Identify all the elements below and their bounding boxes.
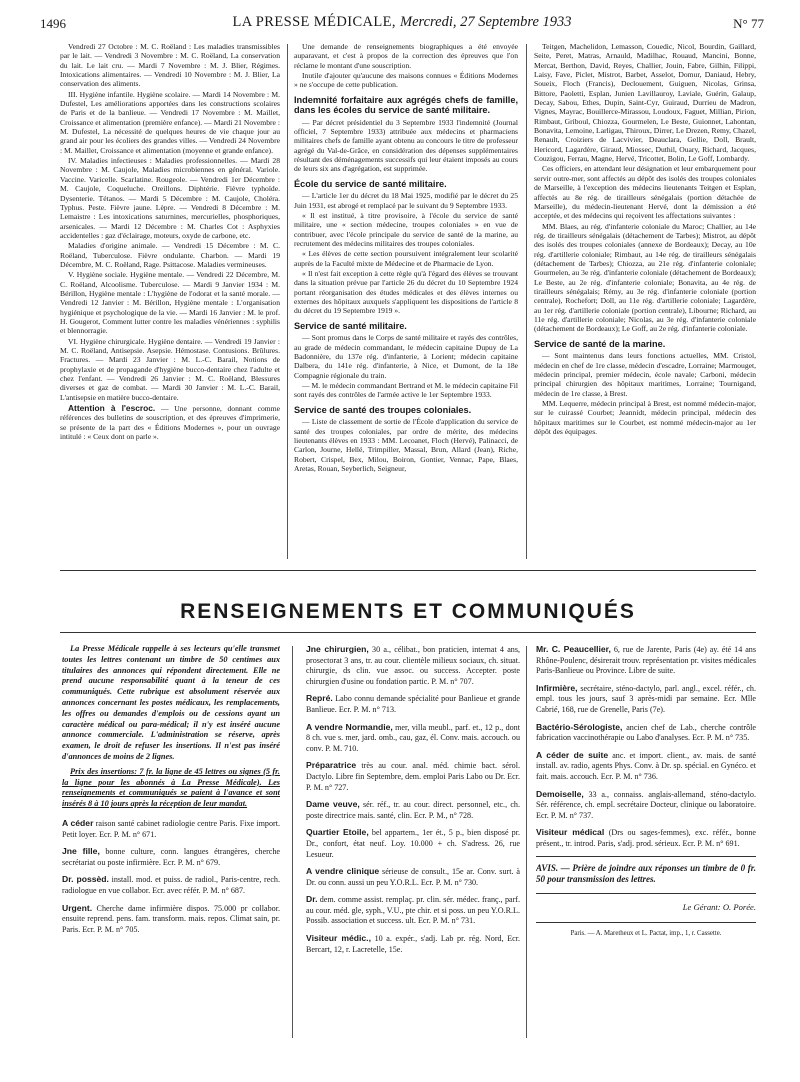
notice-title: Attention à l'escroc.	[68, 403, 156, 414]
price-text: Prix des insertions: 7 fr. la ligne de 45 lettres ou signes (5 fr. la ligne pour les abonnés à La Presse Médicale). Les renseignements et communiqués se paient à l'avance et sont insérés 8 à 10 jours après la réception de leur mandat.	[62, 766, 280, 809]
ads-list	[536, 644, 756, 850]
classified-ad	[62, 874, 280, 896]
classified-ad	[306, 933, 520, 955]
ad-text: Labo connu demande spécialité pour Banlieue et grande Banlieue. Ecr. P. M. n° 713.	[306, 694, 520, 714]
column-divider	[526, 44, 527, 559]
ads-column-3	[536, 644, 756, 1044]
news-column-2	[294, 42, 518, 562]
issue-number: N° 77	[733, 16, 764, 31]
ad-text: secrétaire, sténo-dactylo, parl. angl., excel. référ., ch. empl. tous les jours, sauf 3 après-midi par semaine. Ecr. Mlle Cabrié, 168, rue de Grenelle, Paris (7e).	[536, 683, 756, 714]
ad-title: Préparatrice	[306, 760, 357, 771]
paragraph: V. Hygiène sociale. Hygiène mentale. — Vendredi 22 Décembre, M. C. Roëland, Alcoolisme. Tuberculose. — Mardi 9 Janvier 1934 : M. Bérillon, Hygiène mentale : L'hygiène de l'odorat et la santé morale. — Vendredi 12 Janvier : M. Bérillon, Hygiène mentale : L'organisation hygiénique et psychologique de la vie. — Mardi 16 Janvier : M. le prof. H. Gougerot, Comment lutter contre les maladies vénériennes : syphilis et blennorragie.	[60, 270, 280, 336]
news-column-3	[534, 42, 756, 562]
paragraph: — M. le médecin commandant Bertrand et M. le médecin capitaine Fil sont rayés des contrôles de l'armée active le 1er Septembre 1933.	[294, 380, 518, 400]
intro-text: La Presse Médicale rappelle à ses lecteurs qu'elle transmet toutes les lettres contenant un timbre de 50 centimes aux titulaires des annonces qui répondent directement. Elle ne prend aucune responsabilité quant à la teneur de ces communiqués. Cette rubrique est absolument réservée aux annonces concernant les postes médicaux, les remplacements, les offres ou demandes d'emplois ou de cessions ayant un caractère médical ou para-médical; il n'y est inséré aucune annonce commerciale. L'administration se réserve, après examen, le droit de refuser les insertions. Il n'est pas inséré d'annonces de moins de 2 lignes.	[62, 644, 280, 761]
avis-notice	[536, 856, 756, 885]
ad-title: Dr.	[306, 894, 318, 905]
ad-title: Demoiselle,	[536, 788, 584, 799]
paragraph: MM. Blaes, au rég. d'infanterie coloniale du Maroc; Challier, au 14e rég. de tirailleurs sénégalais (détachement de Tarbes); Mistrot, au dépôt des isolés des troupes coloniales (annexe de Bordeaux); Decay, au 10e rég. d'artillerie coloniale; Rimbaut, au 14e rég. de tirailleurs sénégalais (détachement de Tarbes); Chiozza, au 21e rég. d'infanterie coloniale; Gourmelen, au 3e rég. d'infanterie coloniale (détachement de Bordeaux); Le Beste, au 2e rég. d'infanterie coloniale; Bonavita, au 4e rég. de tirailleurs sénégalais; Rémy, au 3e rég. d'infanterie coloniale (portion centrale), Rochefort; Doll, au 11e rég. d'artillerie coloniale; Lagardère, au 1er rég. d'artillerie coloniale (portion centrale), Libourne; Richard, au 11e rég. d'artillerie coloniale; Nicolas, au 3e rég. d'infanterie coloniale (détachement de Bordeaux); Le Goff, au 2e rég. d'infanterie coloniale.	[534, 221, 756, 334]
ad-title: Mr. C. Peaucellier,	[536, 644, 611, 654]
ad-text: 33 a., connaiss. anglais-allemand, sténo-dactylo. Sér. référence, ch. empl. secrétaire Docteur, clinique ou laboratoire. Ecr. P. M. n° 737.	[536, 789, 756, 820]
journal-title: LA PRESSE MÉDICALE,	[232, 14, 396, 30]
paragraph: MM. Lequerre, médecin principal à Brest, est nommé médecin-major, sur le cuirassé Courbet; Jeannidt, médecin principal, médecin des hôpitaux maritimes sur le Courbet, est nommé médecin-major au 1er dépôt des équipages.	[534, 398, 756, 436]
ad-title: Jne chirurgien,	[306, 644, 369, 654]
classified-ad	[306, 799, 520, 821]
section-banner: RENSEIGNEMENTS ET COMMUNIQUÉS	[180, 600, 636, 623]
ad-text: anc. et import. client., av. mais. de santé install. av. radio, agents Phys. Conv. à Dr. sp. spécial. en Gynéco. et fait. mais. accouch. Ecr. P. M. n° 736.	[536, 750, 756, 781]
ads-column-2	[306, 644, 520, 1044]
ad-title: Dr. possèd.	[62, 874, 109, 885]
ad-title: Visiteur médical	[536, 827, 605, 838]
ad-text: 6, rue de Jarente, Paris (4e) ay. été 14 ans Rhône-Poulenc, désirerait trouv. représentation pr. visites médicales Paris-Banlieue ou Province. Libre de suite.	[536, 645, 756, 676]
paragraph: Teitgen, Machelidon, Lemasson, Couedic, Nicol, Bourdin, Gaillard, Seite, Peret, Matras, Arnauld, Madilhac, Rouaud, Mancini, Bonne, Mercat, Berthon, David, Reyes, Challier, Jouin, Fabre, Gilhin, Filippi, Laisy, Fave, Piclet, Mistrot, Barbet, Asselot, Domur, Daniaud, Hebry, Soueix, Floch (Francis), Declouement, Guiguen, Nicolas, Grinsa, Bittore, Paoletti, Esplan, Junien Lavillauroy, Laviale, Guérin, Galaup, Decay, Sabou, Ethes, Dupin, Saint-Cyr, Guiraud, Durrieu de Madron, Vignes, Mayrac, Bouillerce-Mirassou, Loudoux, Faguet, Millian, Pirion, Rimbaut, Griboul, Chiozza, Gourmelen, Le Beste, Guionnet, Lahontan, Bonavita, Lemoine, Larligau, Thiroux, Dirrer, Le Drezen, Remy, Chazel, Renault, Croiziers de Lacvivier, Deauclara, Gellie, Doll, Brault, Hericord, Lagardère, Giraud, Miossec, Duthil, Ouary, Richard, Jacques, Couzigou, Ferrau, Magne, Hervé, Tricottet, Bolin, Le Goff, Lombardy.	[534, 42, 756, 164]
paragraph: — L'article 1er du décret du 18 Mai 1925, modifié par le décret du 25 Juin 1931, est abrogé et remplacé par le suivant du 9 Septembre 1933.	[294, 191, 518, 210]
classified-ad	[62, 903, 280, 936]
page-header	[40, 14, 764, 36]
paragraph: — Sont promus dans le Corps de santé militaire et rayés des contrôles, au grade de médecin commandant, le médecin capitaine Dupuy de La Badonnière, du 137e rég. d'infanterie, à Lorient; médecin capitaine Dalbera, du 141e rég. d'infanterie, à Nice, et Dumont, de la 18e Compagnie régionale du train.	[294, 333, 518, 380]
classified-ad	[536, 827, 756, 849]
ad-text: (Drs ou sages-femmes), exc. référ., bonne présent., tr. introd. Paris, s'adj. prod. sérieux. Ecr. P. M. n° 691.	[536, 828, 756, 848]
news-column-1	[60, 42, 280, 562]
ad-title: Jne fille,	[62, 846, 100, 857]
section-heading: Service de santé des troupes coloniales.	[294, 404, 472, 415]
paragraph: Vendredi 27 Octobre : M. C. Roëland : Les maladies transmissibles par le lait. — Vendredi 3 Novembre : M. C. Roëland, La conservation du lait. Le lait cru. — Mardi 7 Novembre : M. J. Blier, Régimes. Intoxications alimentaires. — Vendredi 10 Novembre : M. J. Blier, La conservation des aliments.	[60, 42, 280, 89]
ad-title: Urgent.	[62, 902, 93, 913]
classified-ad	[62, 818, 280, 840]
classified-ad	[306, 644, 520, 687]
ad-text: 10 a. expér., s'adj. Lab pr. rég. Nord, Ecr. Bercart, 12, r. Lacretelle, 15e.	[306, 934, 520, 954]
paragraph: Ces officiers, en attendant leur désignation et leur embarquement pour servir outre-mer, sont affectés au dépôt des isolés des troupes coloniales de Marseille, à l'exception des médecins lieutenants Teitgen et Esplan, affectés au 8e rég. de tirailleurs sénégalais (portion détachée de Marseille), du médecin-lieutenant Hervé, dont la démission a été acceptée, et des médecins qui reçoivent les affectations suivantes :	[534, 164, 756, 221]
ads-list	[62, 818, 280, 935]
masthead	[40, 14, 764, 31]
section-rule	[60, 632, 756, 633]
ad-text: install. mod. et puiss. de radiol., Paris-centre, rech. radiologue en vue collabor. Ecr. avec référ. P. M. n° 687.	[62, 875, 280, 895]
ad-text: ancien chef de Lab., cherche contrôle fabrication vaccinothérapie ou Labo d'analyses. Ecr. P. M. n° 735.	[536, 722, 756, 743]
ad-text: sérieuse de consult., 15e ar. Conv. surt. à Dr. ou conn. aussi un peu Y.O.R.L. Ecr. P. M. n° 730.	[306, 867, 520, 887]
printer-line: Paris. — A. Maretheux et L. Pactat, imp., 1, r. Cassette.	[536, 922, 756, 940]
ad-text: 30 a., célibat., bon praticien, internat 4 ans, prosectorat 3 ans, tr. au cour. clientèle milieux sociaux, ch. situat. chirurgie, ds clin. vue assoc. ou success. Accepter. poste chirurgien d'usine ou fondation partic. P. M. n° 707.	[306, 645, 520, 686]
page-number: 1496	[40, 16, 66, 31]
paragraph: — Par décret présidentiel du 3 Septembre 1933 l'indemnité (Journal officiel, 7 Septembre 1933) attribuée aux médecins et pharmaciens militaires chefs de famille ayant obtenu au concours le titre de professeur agrégé du Val-de-Grâce, en considération des dépenses supplémentaires résultant des déménagements successifs qui leur étaient imposés au cours de leurs six ans d'agrégation, est supprimée.	[294, 117, 518, 174]
section-heading: Service de santé de la marine.	[534, 338, 666, 349]
paragraph: « Les élèves de cette section poursuivent intégralement leur scolarité auprès de la Faculté mixte de Médecine et de Pharmacie de Lyon.	[294, 249, 518, 268]
ads-list	[306, 644, 520, 955]
ad-title: Bactério-Sérologiste,	[536, 721, 623, 732]
manager-signature: Le Gérant: O. Porée.	[536, 893, 756, 913]
ad-title: Infirmière,	[536, 682, 578, 693]
ad-title: A céder de suite	[536, 749, 609, 760]
paragraph: IV. Maladies infectieuses : Maladies professionnelles. — Mardi 28 Novembre : M. Caujole, Maladies microbiennes en général. Variole. Vaccine. Varicelle. Scarlatine. Rougeole. — Vendredi 1er Décembre : M. Caujole, Coqueluche. Oreillons. Diphtérie. Fièvre typhoïde. Dysenterie. Tétanos. — Mardi 5 Décembre : M. Caujole, Choléra. Typhus. Peste. Fièvre jaune. Lèpre. — Vendredi 8 Décembre : M. Lemaistre : Les intoxications saturnines, mercurielles, phosphoriques, arsenicales. — Mardi 12 Décembre : M. Charles Cot : Asphyxies accidentelles : gaz d'éclairage, moteurs, oxyde de carbone, etc.	[60, 156, 280, 240]
classified-ad	[536, 789, 756, 822]
ad-title: Dame veuve,	[306, 799, 360, 810]
column-divider	[526, 646, 527, 1038]
section-heading: Indemnité forfaitaire aux agrégés chefs de famille, dans les écoles du service de santé militaire.	[294, 94, 518, 116]
ad-text: Cherche dame infirmière dispos. 75.000 pr collabor. ensuite reprend. pens. fam. transform. mais. repos. Climat sain, pr. Paris. Ecr. P. M. n° 705.	[62, 903, 280, 934]
ad-title: A vendre clinique	[306, 866, 380, 877]
paragraph: Inutile d'ajouter qu'aucune des maisons connues « Éditions Modernes » ne s'occupe de cette publication.	[294, 71, 518, 90]
classified-ad	[536, 722, 756, 744]
classified-ad	[306, 693, 520, 715]
ads-column-1	[62, 644, 280, 1034]
ad-title: A céder	[62, 817, 94, 828]
classified-ad	[306, 894, 520, 927]
ad-text: raison santé cabinet radiologie centre Paris. Fixe import. Petit loyer. Ecr. P. M. n° 671.	[62, 818, 280, 839]
notice-escroc	[60, 403, 280, 441]
paragraph: Maladies d'origine animale. — Vendredi 15 Décembre : M. C. Roëland, Tuberculose. Fièvre ondulante. Charbon. — Mardi 19 Décembre, M. C. Roëland, Rage. Psittacose. Maladies vermineuses.	[60, 241, 280, 269]
classified-ad	[306, 722, 520, 755]
classified-ad	[306, 866, 520, 888]
paragraph: — Liste de classement de sortie de l'École d'application du service de santé des troupes coloniales, par ordre de mérite, des médecins lieutenants élèves en 1933 : MM. Lecoanet, Floch (Hervé), Palinacci, de Carlon, Journe, Hellé, Trimpiller, Massal, Brun, Allard (Jean), Riche, Robert, Crispel, Bex, Milou, Boiron, Gontier, Vennac, Pape, Blaes, Aretas, Rouan, Seyberlich, Seigneur,	[294, 417, 518, 473]
section-heading: Service de santé militaire.	[294, 320, 407, 331]
column-divider	[292, 646, 293, 1038]
ads-intro	[62, 644, 280, 810]
paragraph: III. Hygiène infantile. Hygiène scolaire. — Mardi 14 Novembre : M. Dufestel, Les améliorations apportées dans les constructions scolaires de Paris et de la banlieue. — Vendredi 17 Novembre : M. Maillet, Croissance et alimentation (première enfance). — Mardi 21 Novembre : M. Dufestel, La nécessité de quelques heures de vie chaque jour au grand air pour les écoliers des grandes villes. — Vendredi 24 Novembre : M. Maillet, Croissance et alimentation (moyenne et grande enfance).	[60, 89, 280, 155]
ad-title: A vendre Normandie,	[306, 721, 393, 732]
ad-title: Visiteur médic.,	[306, 933, 371, 944]
paragraph: — Sont maintenus dans leurs fonctions actuelles, MM. Cristol, médecin en chef de 1re classe, médecin d'escadre, Lorraine; Marmouget, médecin principal, premier médecin, école navale; Carboni, médecin principal chirurgien des hôpitaux maritimes, Lorraine; Tournigand, médecin de 1re classe, à Brest.	[534, 351, 756, 398]
classified-ad	[306, 827, 520, 860]
section-rule	[60, 570, 756, 571]
ad-title: Quartier Etoile,	[306, 827, 369, 838]
ad-text: bonne culture, conn. langues étrangères, cherche secrétariat ou poste infirmière. Ecr. P. M. n° 679.	[62, 847, 280, 867]
ad-text: bel appartem., 1er ét., 5 p., bien disposé pr. Dr., confort, état neuf. Loy. 10.000 + ch. S'adress. 26, rue Lesueur.	[306, 828, 520, 859]
section-heading: École du service de santé militaire.	[294, 178, 447, 189]
ad-title: Repré.	[306, 693, 333, 704]
paragraph: « Il est institué, à titre provisoire, à l'école du service de santé militaire, une « section médecine, troupes coloniales » en vue de contribuer, avec l'école principale du service de santé de la marine, au recrutement des médecins militaires des troupes coloniales.	[294, 210, 518, 248]
notice-text: — Une personne, donnant comme références des bulletins de souscription, et des épreuves d'imprimerie, se présente de la part des « Éditions Modernes », pour un ouvrage intitulé : « Ceux dont on parle ».	[60, 404, 280, 442]
classified-ad	[536, 750, 756, 783]
paragraph: « Il n'est fait exception à cette règle qu'à l'égard des élèves se trouvant dans la situation prévue par l'article 26 du décret du 10 Septembre 1924 portant réorganisation des études médicales et des élèves internes ou externes des hôpitaux auxquels s'appliquent les dispositions de l'article 8 du décret du 19 Septembre 1919 ».	[294, 269, 518, 316]
classified-ad	[536, 644, 756, 677]
classified-ad	[62, 846, 280, 868]
paragraph: VI. Hygiène chirurgicale. Hygiène dentaire. — Vendredi 19 Janvier : M. C. Roëland, Antisepsie. Asepsie. Hémostase. Contusions. Brûlures. Fractures. — Mardi 23 Janvier : M. L.-C. Barail, Notions de prophylaxie et de propagande d'hygiène bucco-dentaire chez l'adulte et chez l'enfant. — Vendredi 26 Janvier : M. C. Roëland, Blessures diverses et gaz de combat. — Mardi 30 Janvier : M. L.-C. Barail, L'antisepsie en matière bucco-dentaire.	[60, 336, 280, 402]
column-divider	[287, 44, 288, 559]
classified-ad	[306, 760, 520, 793]
avis-text: — Prière de joindre aux réponses un timbre de 0 fr. 50 pour transmission des lettres.	[536, 862, 756, 884]
avis-label: AVIS.	[536, 862, 559, 873]
paragraph: Une demande de renseignements biographiques a été envoyée auparavant, et c'est à propos de la correction des épreuves que l'on réclame le montant d'une souscription.	[294, 42, 518, 70]
ad-text: mer, villa meubl., parf. et., 12 p., dont 8 ch. vue s. mer, jard. omb., cau, gaz, él. Conv. mais. accouch. ou conv. P. M. 710.	[306, 722, 520, 753]
ad-text: très au cour. anal. méd. chimie bact. sérol. Dactylo. Libre fin Septembre, dem. emploi Paris Labo ou Dr. Ecr. P. M. n° 727.	[306, 761, 520, 792]
ad-text: dem. comme assist. remplaç. pr. clin. sér. médec. franç., parf. au cour. méd. gle, syph., V.U., pte chir. et si poss. un peu Y.O.R.L. Possib. association et success. ult. Ecr. P. M. n° 731.	[306, 895, 520, 926]
ad-text: sér. réf., tr. au cour. direct. personnel, etc., ch. poste directrice mais. santé, clin. Ecr. P. M., n° 728.	[306, 800, 520, 820]
classified-ad	[536, 683, 756, 716]
issue-date: Mercredi, 27 Septembre 1933	[399, 14, 572, 30]
